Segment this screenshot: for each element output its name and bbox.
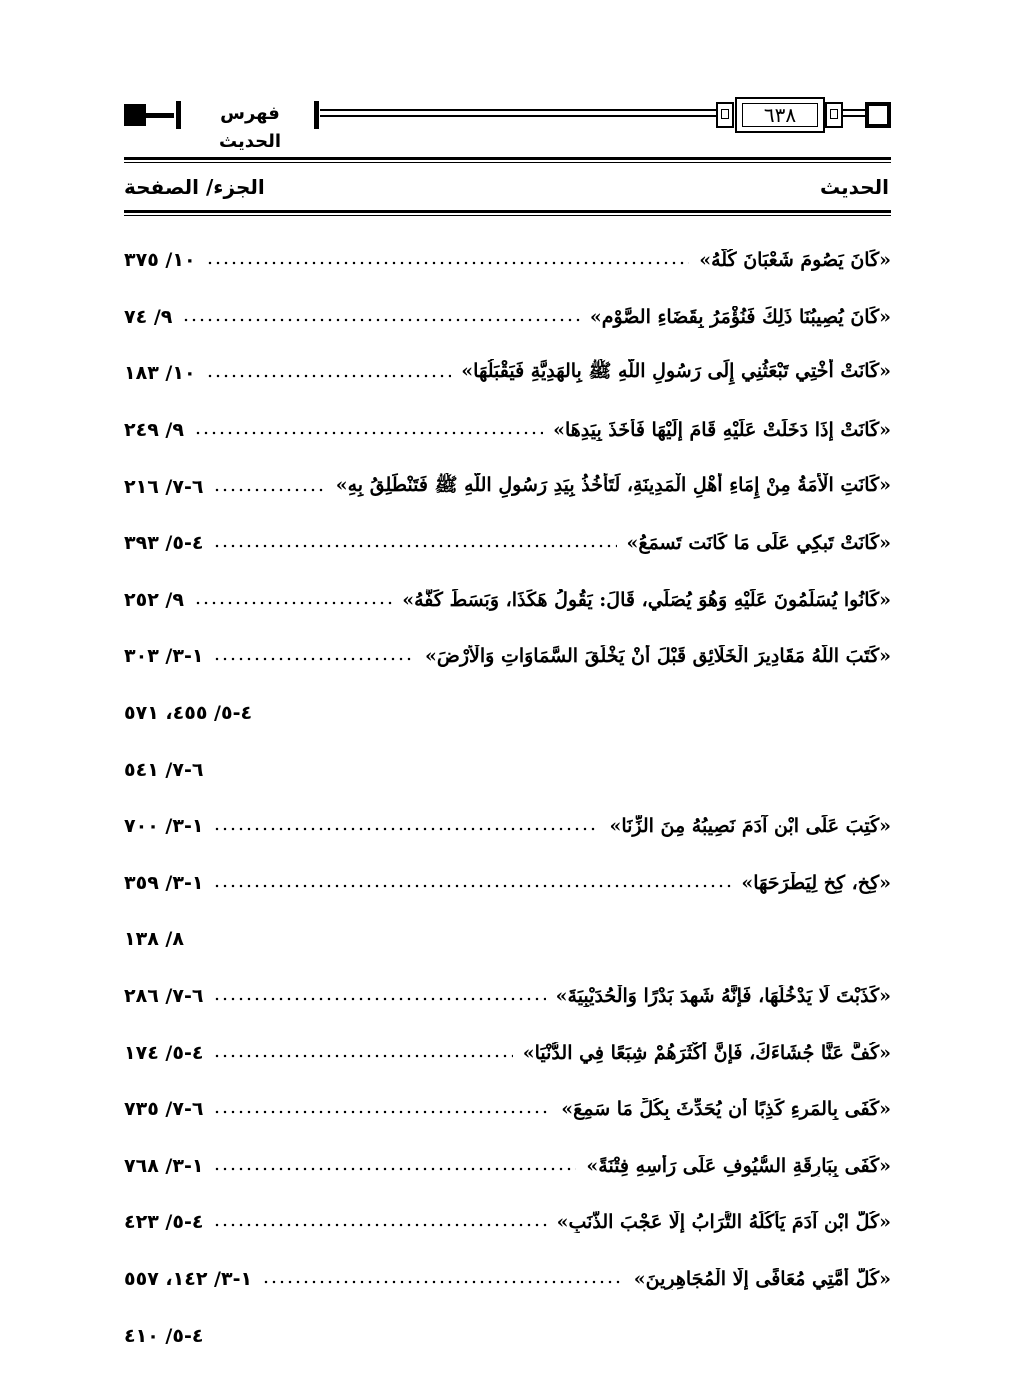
dot-leader bbox=[213, 826, 599, 832]
index-entry-continuation bbox=[124, 911, 891, 968]
dot-leader bbox=[213, 996, 545, 1002]
dot-leader bbox=[262, 1279, 624, 1285]
column-headers bbox=[124, 170, 891, 204]
dot-leader bbox=[213, 1109, 551, 1115]
header-rule-double bbox=[320, 115, 716, 117]
volume-page-reference: ٤-٥/ ١٧٤ bbox=[124, 1041, 204, 1064]
volume-page-reference: ٩/ ٢٤٩ bbox=[124, 419, 184, 442]
dot-leader bbox=[213, 883, 731, 889]
header-ornament-square-right bbox=[865, 102, 891, 128]
volume-page-reference: ٩/ ٢٥٢ bbox=[124, 588, 184, 611]
volume-page-reference: ١-٣/ ٧٠٠ bbox=[124, 815, 204, 838]
column-header-volume-page: الجزء/ الصفحة bbox=[124, 175, 265, 199]
column-header-hadith: الحديث bbox=[819, 175, 889, 199]
index-entry bbox=[124, 232, 891, 289]
index-entry bbox=[124, 798, 891, 855]
volume-page-reference: ٦-٧/ ٧٣٥ bbox=[124, 1098, 204, 1121]
index-entry bbox=[124, 1024, 891, 1081]
volume-page-reference: ١٠/ ١٨٣ bbox=[124, 362, 196, 385]
index-entry bbox=[124, 345, 891, 402]
column-header-divider-thin bbox=[124, 215, 891, 216]
dot-leader bbox=[213, 543, 616, 549]
volume-page-reference: ١-٣/ ٧٦٨ bbox=[124, 1154, 204, 1177]
index-entry bbox=[124, 515, 891, 572]
section-title: فهرس الحديث bbox=[218, 103, 282, 152]
volume-page-reference: ٦-٧/ ٢٨٦ bbox=[124, 985, 204, 1008]
header-bar bbox=[176, 101, 181, 129]
hadith-text: «كَانُوا يُسَلِّمُونَ عَلَيْهِ وَهُوَ يُصَلِّي، قَالَ: يَقُولُ هَكَذَا، وَبَسَطَ كَفَّهُ» bbox=[402, 588, 891, 611]
hadith-text: «كَذَبْتَ لَا يَدْخُلُهَا، فَإِنَّهُ شَهِدَ بَدْرًا وَالْحُدَيْبِيَةَ» bbox=[555, 985, 891, 1008]
dot-leader bbox=[213, 487, 325, 493]
volume-page-reference: ١٠/ ٣٧٥ bbox=[124, 249, 196, 272]
index-entry bbox=[124, 1138, 891, 1195]
dot-leader bbox=[213, 656, 415, 662]
dot-leader bbox=[213, 1053, 512, 1059]
index-entry bbox=[124, 402, 891, 459]
page-number-box bbox=[735, 97, 825, 133]
header-knot-ornament bbox=[716, 102, 734, 128]
hadith-text: «كَفَى بِبَارِقَةِ السُّيُوفِ عَلَى رَأْسِهِ فِتْنَةً» bbox=[586, 1154, 891, 1177]
header-ornament-square-left bbox=[124, 104, 146, 126]
index-entry-continuation bbox=[124, 1307, 891, 1364]
hadith-text: «كَتَبَ اللَّهُ مَقَادِيرَ الْخَلَائِقِ قَبْلَ أَنْ يَخْلُقَ السَّمَاوَاتِ وَالْأَرْضَ» bbox=[425, 645, 891, 668]
volume-page-reference: ٦-٧/ ٥٤١ bbox=[124, 758, 204, 781]
hadith-text: «كَانَ يُصِيبُنَا ذَلِكَ فَنُؤْمَرُ بِقَضَاءِ الصَّوْمِ» bbox=[589, 305, 891, 328]
hadith-text: «كَانَتِ الْأَمَةُ مِنْ إِمَاءِ أَهْلِ الْمَدِينَةِ، لَتَأْخُذُ بِيَدِ رَسُولِ اللَّهِ ﷺ فَتَنْطَلِقُ بِهِ» bbox=[335, 473, 891, 496]
volume-page-reference: ٤-٥/ ٤٥٥، ٥٧١ bbox=[124, 702, 253, 725]
header-rule-left bbox=[146, 113, 174, 118]
index-entry-continuation bbox=[124, 741, 891, 798]
dot-leader bbox=[194, 430, 543, 436]
hadith-text: «كُتِبَ عَلَى ابْنِ آدَمَ نَصِيبُهُ مِنَ الزِّنَا» bbox=[609, 815, 891, 838]
hadith-text: «كَانَتْ تَبكِي عَلَى مَا كَانَت تَسمَعُ» bbox=[626, 532, 891, 555]
dot-leader bbox=[206, 373, 452, 379]
index-entry bbox=[124, 1194, 891, 1251]
dot-leader bbox=[206, 260, 690, 266]
hadith-text: «كَانَتْ أُخْتِي تَبْعَثُنِي إِلَى رَسُولِ اللَّهِ ﷺ بِالهَدِيَّةِ فَيَقْبَلُهَا» bbox=[461, 360, 891, 383]
dot-leader bbox=[194, 600, 392, 606]
volume-page-reference: ٨/ ١٣٨ bbox=[124, 928, 184, 951]
hadith-text: «كُلُّ أُمَّتِي مُعَافًى إِلَّا الْمُجَاهِرِينَ» bbox=[633, 1267, 891, 1290]
volume-page-reference: ١-٣/ ١٤٢، ٥٥٧ bbox=[124, 1267, 253, 1290]
header-rule-double bbox=[841, 115, 865, 117]
hadith-index-list bbox=[124, 232, 891, 1364]
index-entry bbox=[124, 572, 891, 629]
index-entry bbox=[124, 628, 891, 685]
running-header bbox=[124, 96, 891, 152]
hadith-text: «كَانَ يَصُومَ شَعْبَانَ كُلَّهُ» bbox=[699, 249, 891, 272]
volume-page-reference: ٤-٥/ ٣٩٣ bbox=[124, 532, 204, 555]
volume-page-reference: ٤-٥/ ٤٢٣ bbox=[124, 1211, 204, 1234]
header-rule-double bbox=[320, 109, 716, 111]
header-divider-thin bbox=[124, 162, 891, 163]
volume-page-reference: ١-٣/ ٣٠٣ bbox=[124, 645, 204, 668]
header-divider bbox=[124, 157, 891, 160]
volume-page-reference: ٦-٧/ ٢١٦ bbox=[124, 475, 204, 498]
header-rule-double bbox=[841, 109, 865, 111]
index-entry bbox=[124, 458, 891, 515]
index-entry bbox=[124, 1081, 891, 1138]
hadith-text: «كَفَى بِالمَرءِ كَذِبًا أَن يُحَدِّثَ بِكُلِّ مَا سَمِعَ» bbox=[561, 1098, 891, 1121]
index-entry-continuation bbox=[124, 685, 891, 742]
volume-page-reference: ١-٣/ ٣٥٩ bbox=[124, 871, 204, 894]
header-bar bbox=[314, 101, 319, 129]
dot-leader bbox=[213, 1222, 546, 1228]
hadith-text: «كُلُّ ابْنِ آدَمَ يَأْكُلُهُ التُّرَابُ إِلَّا عَجْبَ الذَّنَبِ» bbox=[556, 1211, 891, 1234]
index-entry bbox=[124, 1251, 891, 1308]
hadith-text: «كَانَتْ إِذَا دَخَلَتْ عَلَيْهِ قَامَ إِلَيْهَا فَأَخَذَ بِيَدِهَا» bbox=[553, 419, 891, 442]
index-entry bbox=[124, 968, 891, 1025]
volume-page-reference: ٤-٥/ ٤١٠ bbox=[124, 1324, 204, 1347]
index-entry bbox=[124, 855, 891, 912]
page-number: ٦٣٨ bbox=[763, 103, 797, 127]
hadith-text: «كُفَّ عَنَّا جُشَاءَكَ، فَإِنَّ أَكْثَرَهُمْ شِبَعًا فِي الدُّنْيَا» bbox=[522, 1041, 891, 1064]
volume-page-reference: ٩/ ٧٤ bbox=[124, 305, 173, 328]
dot-leader bbox=[182, 317, 579, 323]
column-header-divider bbox=[124, 210, 891, 213]
hadith-text: «كِخٍ، كِخٍ لِيَطْرَحَهَا» bbox=[741, 871, 891, 894]
index-entry bbox=[124, 289, 891, 346]
dot-leader bbox=[213, 1166, 576, 1172]
